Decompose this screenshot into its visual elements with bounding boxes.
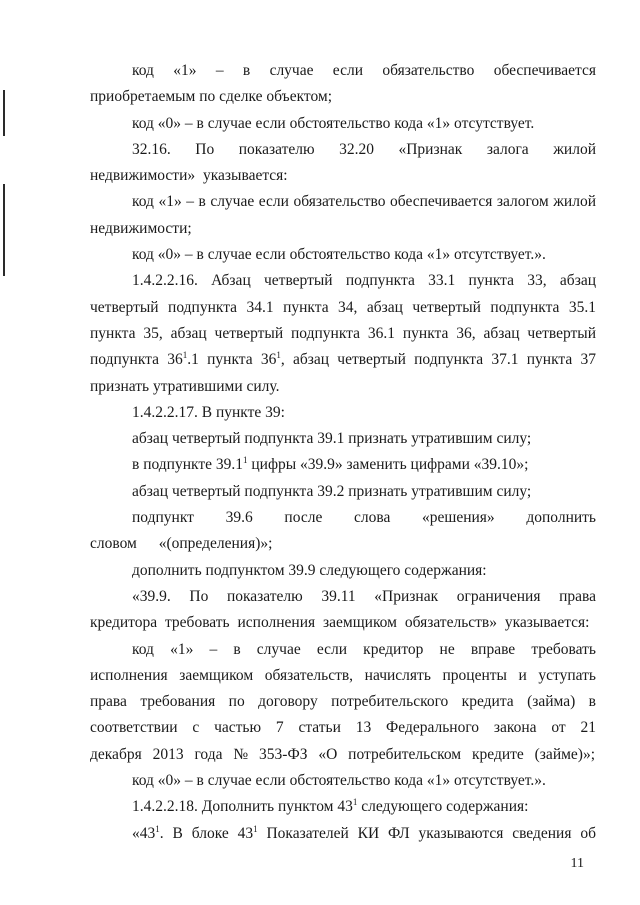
paragraph: код «1» – в случае если кредитор не вправе требовать исполнения заемщиком обязательств, начислять проценты и уступать права требования по договору потребительского кредита (займа) в соответствии с частью 7 статьи 13 Федерального закона от 21 декабря 2013 года № 353-ФЗ «О потребительском кредите (займе)»; [90, 640, 596, 763]
text-run: в подпункте 39.1 [132, 456, 243, 474]
paragraph: код «0» – в случае если обстоятельство кода «1» отсутствует. [132, 114, 535, 132]
paragraph [90, 821, 596, 847]
paragraph: код «1» – в случае если обязательство обеспечивается приобретаемым по сделке объектом; [90, 62, 596, 106]
text-run: 1.4.2.2.16. Абзац четвертый подпункта 33.1 пункта 33, абзац четвертый подпункта 34.1 пункта 34, абзац четвертый подпункта 35.1 пункта 35, абзац четвертый подпункта 36.1 пункта 36, абзац четвертый подпункта 36 [90, 272, 596, 369]
revision-bar [3, 184, 5, 276]
paragraph: код «0» – в случае если обстоятельство кода «1» отсутствует.». [132, 246, 546, 264]
text-run: 1.4.2.2.18. Дополнить пунктом 43 [132, 798, 353, 816]
paragraph: код «0» – в случае если обстоятельство кода «1» отсутствует.». [132, 772, 546, 790]
paragraph [90, 794, 596, 820]
superscript: 1 [352, 797, 358, 808]
paragraph: код «1» – в случае если обязательство обеспечивается залогом жилой недвижимости; [90, 193, 596, 237]
text-run: Показателей КИ ФЛ указываются сведения об [257, 824, 596, 842]
superscript: 1 [155, 823, 160, 834]
paragraph: абзац четвертый подпункта 39.2 признать утратившим силу; [132, 482, 532, 500]
paragraph [90, 452, 596, 478]
superscript: 1 [276, 350, 281, 361]
text-run: цифры «39.9» заменить цифрами «39.10»; [247, 456, 529, 474]
text-run: «43 [132, 824, 156, 842]
superscript: 1 [253, 823, 258, 834]
superscript: 1 [243, 455, 248, 466]
paragraph: подпункт 39.6 после слова «решения» дополнить словом «(определения)»; [90, 509, 596, 553]
paragraph: абзац четвертый подпункта 39.1 признать утратившим силу; [132, 430, 532, 448]
paragraph: 1.4.2.2.17. В пункте 39: [132, 403, 285, 421]
text-run: . В блоке 43 [159, 824, 254, 842]
text-run: .1 пункта 36 [187, 351, 277, 369]
revision-bar [3, 90, 5, 136]
superscript: 1 [182, 350, 188, 361]
paragraph: «39.9. По показателю 39.11 «Признак ограничения права кредитора требовать исполнения заемщиком обязательств» указывается: [90, 587, 596, 632]
page-number: 11 [570, 856, 584, 871]
text-run: , абзац четвертый подпункта 37.1 пункта 37 признать утратившими силу. [90, 351, 596, 395]
paragraph: 32.16. По показателю 32.20 «Признак залога жилой недвижимости» указывается: [90, 140, 596, 185]
document-body [90, 58, 596, 847]
paragraph [90, 268, 596, 399]
text-run: следующего содержания: [357, 798, 529, 816]
paragraph: дополнить подпунктом 39.9 следующего содержания: [132, 561, 487, 579]
